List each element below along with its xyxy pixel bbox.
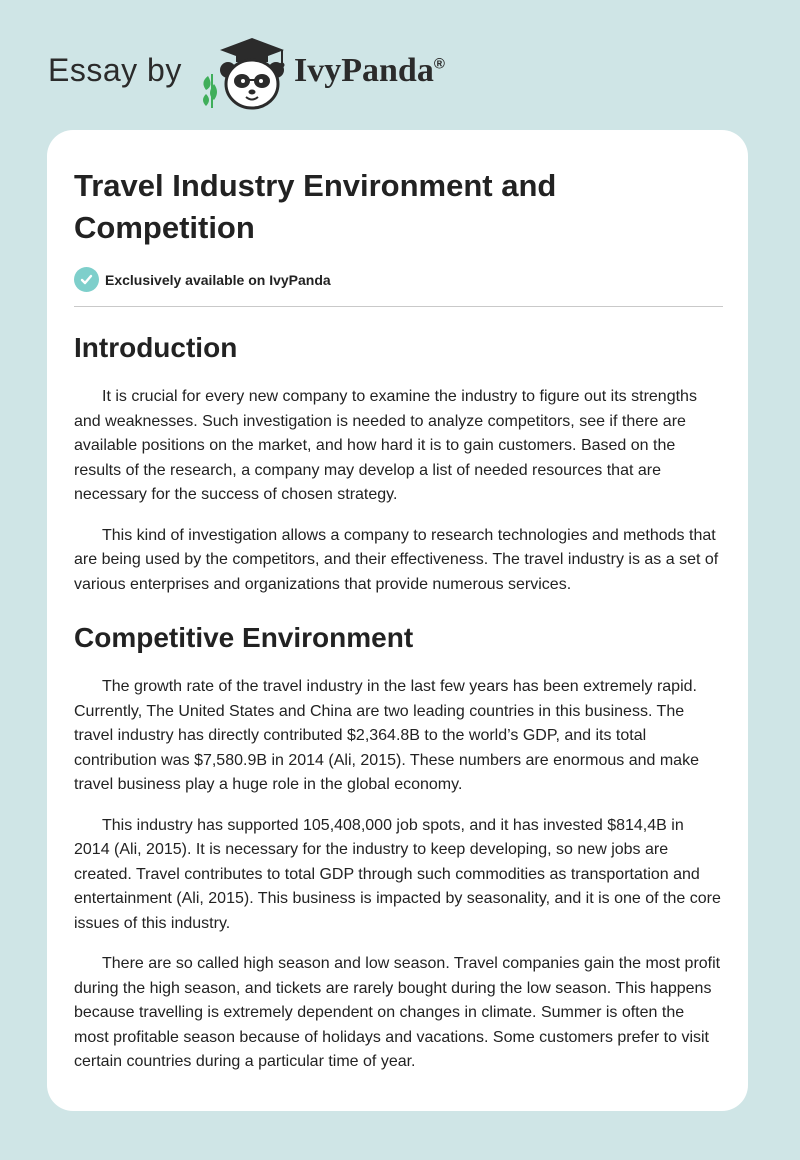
paragraph: There are so called high season and low season. Travel companies gain the most profit during the high season, and tickets are rarely bought during the low season. This happens because travelling is extremely dependent on changes in climate. Summer is often the most profitable season because of holidays and vacations. Some customers prefer to visit certain countries during a particular time of year. (74, 955, 721, 1070)
paragraph: This industry has supported 105,408,000 job spots, and it has invested $814,4B in 2014 (Ali, 2015). It is necessary for the industry to keep developing, so new jobs are created. Travel contributes to total GDP through such commodities as transportation and entertainment (Ali, 2015). This business is impacted by seasonality, and it is one of the core issues of this industry. (74, 816, 721, 932)
registered-mark: ® (433, 55, 445, 73)
section-introduction (74, 331, 723, 597)
divider (74, 306, 723, 307)
panda-logo-icon[interactable] (200, 34, 292, 112)
article-card (47, 130, 748, 1111)
exclusive-badge (74, 267, 723, 292)
article-title: Travel Industry Environment and Competition (74, 168, 557, 245)
brand-name[interactable]: IvyPanda® (294, 52, 445, 89)
paragraph: This kind of investigation allows a company to research technologies and methods that are being used by the competitors, and their effectiveness. The travel industry is as a set of various enterprises and organizations that provide numerous services. (74, 526, 719, 593)
paragraph: The growth rate of the travel industry in the last few years has been extremely rapid. Currently, The United States and China are two leading countries in this business. The travel industry has directly contributed $2,364.8B to the world’s GDP, and its total contribution was $7,580.9B in 2014 (Ali, 2015). These numbers are enormous and make travel business play a huge role in the global economy. (74, 678, 699, 793)
site-header (0, 0, 800, 120)
exclusive-badge-label: Exclusively available on IvyPanda (105, 271, 331, 288)
paragraph: It is crucial for every new company to examine the industry to figure out its strengths and weaknesses. Such investigation is needed to analyze competitors, see if there are available positions on the market, and how hard it is to gain customers. Based on the results of the research, a company may develop a list of needed resources that are necessary for the success of chosen strategy. (74, 388, 697, 503)
section-heading: Competitive Environment (74, 622, 414, 653)
check-circle-icon (74, 267, 99, 292)
section-heading: Introduction (74, 332, 238, 363)
article-content (74, 130, 723, 1091)
section-competitive-environment (74, 621, 723, 1075)
essay-by-label: Essay by (48, 52, 182, 88)
